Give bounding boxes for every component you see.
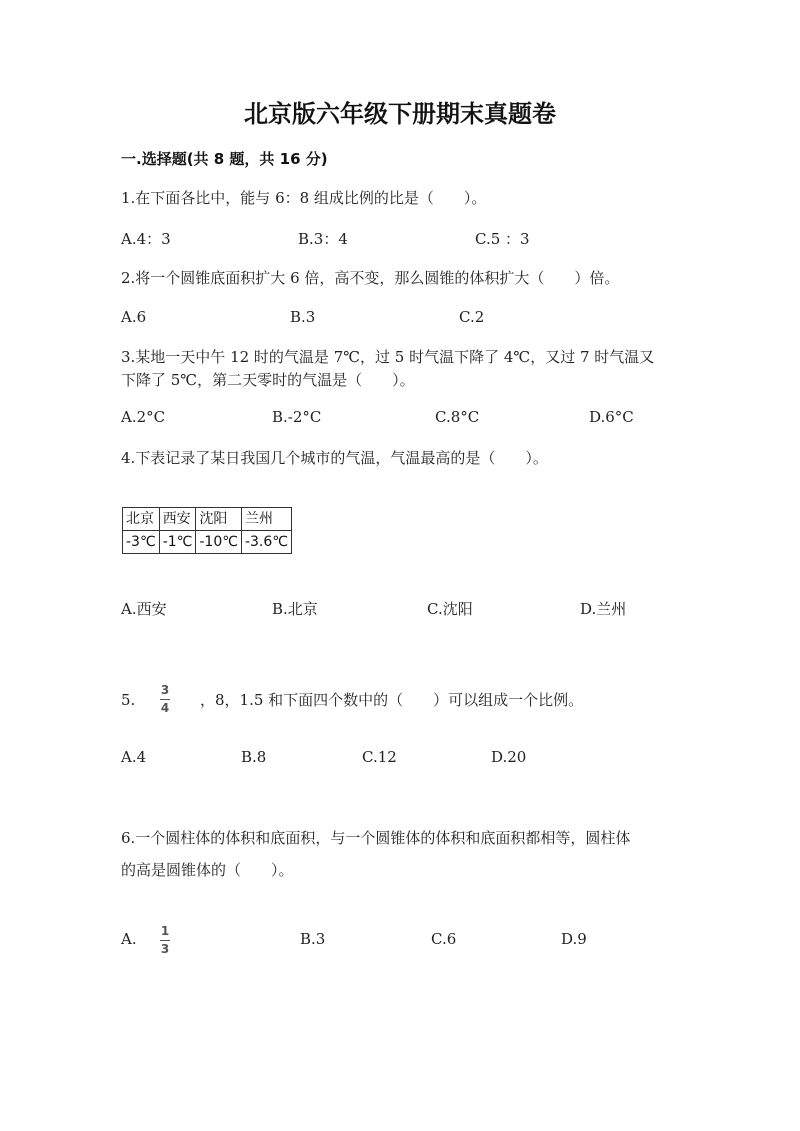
table-cell-city: 兰州 (241, 508, 291, 531)
q3-option-d: D.6°C (589, 408, 634, 426)
table-cell-city: 西安 (159, 508, 196, 531)
question-6-line-2: 的高是圆锥体的（ ）。 (121, 861, 294, 879)
fraction-one-third (160, 925, 170, 956)
q5-option-c: C.12 (362, 748, 397, 766)
table-row-cities (123, 508, 292, 531)
q4-option-b: B.北京 (272, 600, 318, 618)
q4-option-d: D.兰州 (580, 600, 627, 618)
q3-option-c: C.8°C (435, 408, 480, 426)
fraction-denominator: 3 (160, 942, 170, 956)
table-cell-city: 北京 (123, 508, 160, 531)
question-5-text: ，8，1.5 和下面四个数中的（ ）可以组成一个比例。 (200, 691, 584, 709)
q5-option-d: D.20 (491, 748, 527, 766)
fraction-bar (160, 699, 170, 700)
question-2-text: 2.将一个圆锥底面积扩大 6 倍，高不变，那么圆锥的体积扩大（ ）倍。 (121, 269, 620, 287)
fraction-denominator: 4 (160, 701, 170, 715)
fraction-bar (160, 940, 170, 941)
q5-option-a: A.4 (121, 748, 147, 766)
table-cell-city: 沈阳 (196, 508, 242, 531)
q6-option-c: C.6 (431, 930, 457, 948)
question-3-line-1: 3.某地一天中午 12 时的气温是 7℃，过 5 时气温下降了 4℃，又过 7 时气温又 (121, 348, 655, 366)
q4-option-a: A.西安 (121, 600, 167, 618)
q1-option-c: C.5 ：3 (475, 230, 530, 248)
question-3-line-2: 下降了 5℃，第二天零时的气温是（ ）。 (121, 371, 415, 389)
table-cell-temp: -10℃ (196, 531, 242, 554)
q2-option-a: A.6 (121, 308, 147, 326)
q1-option-a: A.4：3 (121, 230, 171, 248)
q4-option-c: C.沈阳 (427, 600, 473, 618)
table-cell-temp: -1℃ (159, 531, 196, 554)
temperature-table (122, 507, 292, 554)
question-6-line-1: 6.一个圆柱体的体积和底面积，与一个圆锥体的体积和底面积都相等，圆柱体 (121, 829, 631, 847)
question-1-text: 1.在下面各比中，能与 6：8 组成比例的比是（ ）。 (121, 189, 487, 207)
q2-option-c: C.2 (459, 308, 485, 326)
fraction-three-quarters (160, 684, 170, 715)
fraction-numerator: 3 (160, 683, 170, 697)
q6-option-b: B.3 (300, 930, 326, 948)
question-4-text: 4.下表记录了某日我国几个城市的气温，气温最高的是（ ）。 (121, 449, 548, 467)
fraction-numerator: 1 (160, 924, 170, 938)
q3-option-a: A.2°C (121, 408, 166, 426)
section-heading: 一.选择题(共 8 题，共 16 分) (121, 150, 328, 168)
q3-option-b: B.-2°C (272, 408, 322, 426)
q2-option-b: B.3 (290, 308, 316, 326)
page-title: 北京版六年级下册期末真题卷 (244, 100, 556, 128)
q6-option-d: D.9 (561, 930, 587, 948)
table-cell-temp: -3℃ (123, 531, 160, 554)
question-5-number: 5. (121, 691, 136, 709)
q1-option-b: B.3：4 (298, 230, 348, 248)
q6-option-a-label: A. (121, 930, 137, 948)
q5-option-b: B.8 (241, 748, 267, 766)
table-cell-temp: -3.6℃ (241, 531, 291, 554)
table-row-temps (123, 531, 292, 554)
